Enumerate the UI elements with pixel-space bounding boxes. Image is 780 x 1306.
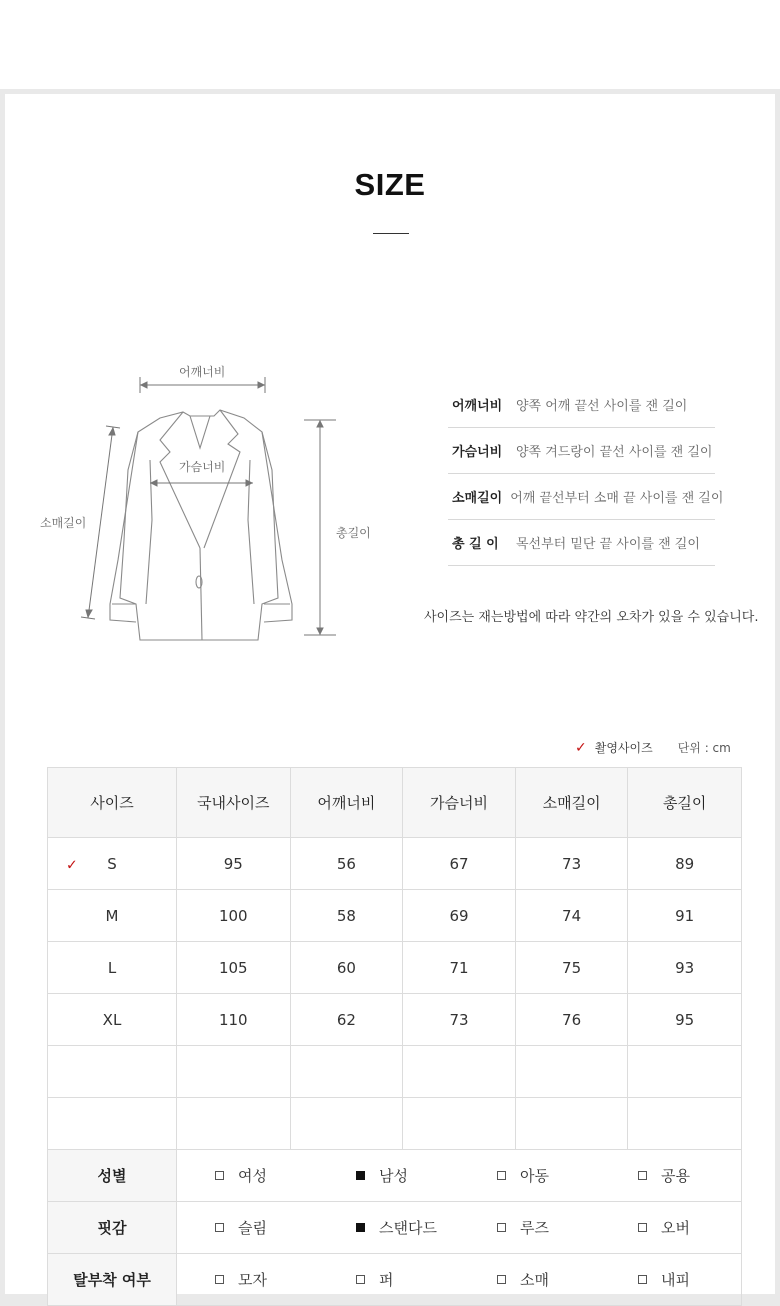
jacket-illustration: [0, 350, 420, 670]
kr-size-cell: 100: [177, 890, 291, 942]
kr-size-cell: 95: [177, 838, 291, 890]
chest-cell: 69: [403, 890, 516, 942]
definition-desc: 목선부터 밑단 끝 사이를 잰 길이: [516, 537, 700, 552]
sleeve-length-label: 소매길이: [40, 516, 87, 530]
option-male: 남성: [318, 1165, 459, 1186]
checkbox-icon: [638, 1223, 647, 1232]
checkmark-icon: ✓: [66, 857, 78, 874]
total-cell: 91: [628, 890, 742, 942]
option-sleeve: 소매: [459, 1269, 600, 1290]
sleeve-cell: 76: [515, 994, 628, 1046]
table-header-row: [48, 768, 742, 838]
option-fur: 퍼: [318, 1269, 459, 1290]
chest-width-label: 가슴너비: [179, 460, 226, 474]
shoulder-cell: 58: [290, 890, 403, 942]
total-length-label: 총길이: [336, 526, 371, 540]
shoulder-cell: 56: [290, 838, 403, 890]
checkbox-icon: [215, 1171, 224, 1180]
checkbox-checked-icon: [356, 1171, 365, 1180]
definition-row: [448, 520, 715, 566]
size-cell: [48, 838, 177, 890]
checkbox-icon: [638, 1171, 647, 1180]
measurement-definitions: [448, 382, 724, 566]
table-row: [48, 838, 742, 890]
chest-cell: 71: [403, 942, 516, 994]
size-cell: XL: [48, 994, 177, 1046]
kr-size-cell: 110: [177, 994, 291, 1046]
option-slim: 슬림: [177, 1217, 318, 1238]
photographed-size-label: 촬영사이즈: [594, 741, 653, 755]
size-cell: M: [48, 890, 177, 942]
empty-row: [48, 1046, 742, 1098]
title-divider: [373, 233, 409, 234]
fit-row: [48, 1202, 742, 1254]
total-cell: 93: [628, 942, 742, 994]
definition-term: 소매길이: [452, 491, 503, 506]
definition-term: 어깨너비: [452, 399, 503, 414]
checkbox-icon: [497, 1223, 506, 1232]
unit-label: 단위 : cm: [677, 741, 731, 755]
definition-desc: 양쪽 겨드랑이 끝선 사이를 잰 길이: [516, 445, 713, 460]
option-lining: 내피: [600, 1269, 741, 1290]
sleeve-cell: 75: [515, 942, 628, 994]
option-standard: 스탠다드: [318, 1217, 459, 1238]
column-header: 사이즈: [48, 768, 177, 838]
option-loose: 루즈: [459, 1217, 600, 1238]
sleeve-cell: 73: [515, 838, 628, 890]
checkbox-checked-icon: [356, 1223, 365, 1232]
option-over: 오버: [600, 1217, 741, 1238]
checkbox-icon: [215, 1223, 224, 1232]
attribute-label: 성별: [48, 1150, 177, 1202]
empty-row: [48, 1098, 742, 1150]
kr-size-cell: 105: [177, 942, 291, 994]
section-title: SIZE: [354, 167, 426, 202]
column-header: 국내사이즈: [177, 768, 291, 838]
attribute-label: 탈부착 여부: [48, 1254, 177, 1306]
jacket-diagram: [0, 350, 420, 670]
shoulder-width-label: 어깨너비: [179, 365, 226, 379]
column-header: 어깨너비: [290, 768, 403, 838]
size-cell: L: [48, 942, 177, 994]
sleeve-cell: 74: [515, 890, 628, 942]
top-strip: [0, 0, 780, 89]
chest-cell: 73: [403, 994, 516, 1046]
gender-row: [48, 1150, 742, 1202]
option-kids: 아동: [459, 1165, 600, 1186]
measurement-note: 사이즈는 재는방법에 따라 약간의 오차가 있을 수 있습니다.: [424, 610, 759, 625]
definition-term: 총 길 이: [452, 537, 499, 552]
definition-term: 가슴너비: [452, 445, 503, 460]
table-row: [48, 942, 742, 994]
total-cell: 95: [628, 994, 742, 1046]
table-row: [48, 890, 742, 942]
definition-row: [448, 474, 724, 520]
option-unisex: 공용: [600, 1165, 741, 1186]
chest-cell: 67: [403, 838, 516, 890]
definition-row: [448, 428, 715, 474]
checkmark-icon: ✓: [575, 739, 587, 756]
option-female: 여성: [177, 1165, 318, 1186]
size-value: S: [107, 854, 117, 873]
total-cell: 89: [628, 838, 742, 890]
definition-desc: 어깨 끝선부터 소매 끝 사이를 잰 길이: [510, 491, 724, 506]
table-legend: [575, 739, 731, 756]
size-table: [47, 767, 742, 1306]
table-row: [48, 994, 742, 1046]
shoulder-cell: 60: [290, 942, 403, 994]
option-hood: 모자: [177, 1269, 318, 1290]
definition-row: [448, 382, 715, 428]
attribute-label: 핏감: [48, 1202, 177, 1254]
shoulder-cell: 62: [290, 994, 403, 1046]
column-header: 총길이: [628, 768, 742, 838]
column-header: 소매길이: [515, 768, 628, 838]
column-header: 가슴너비: [403, 768, 516, 838]
definition-desc: 양쪽 어깨 끝선 사이를 잰 길이: [516, 399, 688, 414]
checkbox-icon: [497, 1171, 506, 1180]
